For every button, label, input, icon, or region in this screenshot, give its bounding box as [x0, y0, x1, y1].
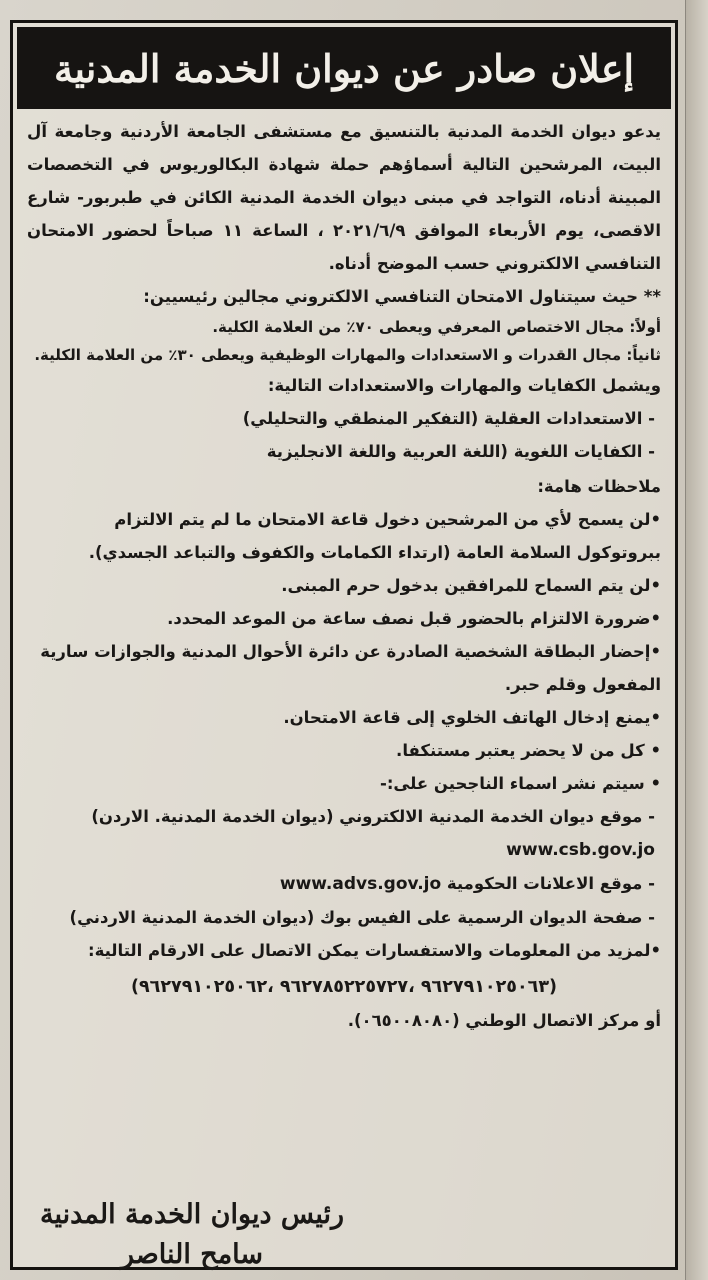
note-item: •لن يتم السماح للمرافقين بدخول حرم المبنى.	[281, 576, 661, 595]
announcement-title: إعلان صادر عن ديوان الخدمة المدنية	[53, 45, 635, 91]
publish-site-advs-text: - موقع الاعلانات الحكومية	[446, 874, 655, 893]
announcement-body	[27, 115, 661, 1037]
signature-title: رئيس ديوان الخدمة المدنية	[39, 1199, 345, 1230]
exam-item: - الكفايات اللغوية (اللغة العربية واللغة الانجليزية	[266, 442, 655, 461]
note-item: •ضرورة الالتزام بالحضور قبل نصف ساعة من الموعد المحدد.	[167, 609, 661, 628]
exam-heading: ** حيث سيتناول الامتحان التنافسي الالكتروني مجالين رئيسيين:	[143, 287, 661, 306]
note-item: • سيتم نشر اسماء الناجحين على:-	[379, 774, 661, 793]
adjacent-column-edge	[685, 0, 708, 1280]
note-item: •لن يسمح لأي من المرشحين دخول قاعة الامتحان ما لم يتم الالتزام ببروتوكول السلامة العامة (ارتداء الكمامات والكفوف والتباعد الجسدي).	[88, 510, 661, 562]
publish-facebook-page: - صفحة الديوان الرسمية على الفيس بوك (ديوان الخدمة المدنية الاردني)	[69, 908, 655, 927]
intro-paragraph: يدعو ديوان الخدمة المدنية بالتنسيق مع مستشفى الجامعة الأردنية وجامعة آل البيت، المرشحين التالية أسماؤهم حملة شهادة البكالوريوس في التخصصات المبينة أدناه، التواجد في مبنى ديوان الخدمة المدنية الكائن في طبربور- شارع الاقصى، يوم الأربعاء الموافق ٢٠٢١/٦/٩ ، الساعة ١١ صباحاً لحضور الامتحان التنافسي الالكتروني حسب الموضح أدناه.	[27, 122, 661, 273]
csb-url-link[interactable]: www.csb.gov.jo	[506, 840, 655, 860]
note-item: •إحضار البطاقة الشخصية الصادرة عن دائرة الأحوال المدنية والجوازات سارية المفعول وقلم حبر.	[40, 642, 661, 694]
signature-name: سامح الناصر	[120, 1239, 264, 1270]
note-item: •يمنع إدخال الهاتف الخلوي إلى قاعة الامتحان.	[283, 708, 661, 727]
announcement-box	[10, 20, 678, 1270]
advs-url-link[interactable]: www.advs.gov.jo	[279, 874, 442, 894]
exam-item: - الاستعدادات العقلية (التفكير المنطقي والتحليلي)	[242, 409, 655, 428]
exam-second-field: ثانياً: مجال القدرات و الاستعدادات والمهارات الوظيفية ويعطى ٣٠٪ من العلامة الكلية.	[34, 346, 661, 364]
notes-heading: ملاحظات هامة:	[537, 477, 661, 496]
publish-site-advs	[27, 867, 661, 901]
signature-block	[27, 1195, 357, 1275]
publish-site-csb	[27, 800, 661, 867]
contact-note: •لمزيد من المعلومات والاستفسارات يمكن الاتصال على الارقام التالية:	[87, 941, 661, 960]
publish-site-csb-text: - موقع ديوان الخدمة المدنية الالكتروني (ديوان الخدمة المدنية. الاردن)	[91, 807, 655, 826]
phone-numbers: (٩٦٢٧٩١٠٢٥٠٦٣ ،٩٦٢٧٨٥٢٢٥٧٢٧ ،٩٦٢٧٩١٠٢٥٠٦٢)	[130, 977, 558, 997]
exam-includes: ويشمل الكفايات والمهارات والاستعدادات التالية:	[267, 376, 661, 395]
call-center-note: أو مركز الاتصال الوطني (٠٦٥٠٠٨٠٨٠).	[347, 1011, 661, 1030]
note-item: • كل من لا يحضر يعتبر مستنكفا.	[396, 741, 661, 760]
title-banner	[17, 27, 671, 109]
exam-first-field: أولاً: مجال الاختصاص المعرفي ويعطى ٧٠٪ من العلامة الكلية.	[212, 318, 661, 336]
